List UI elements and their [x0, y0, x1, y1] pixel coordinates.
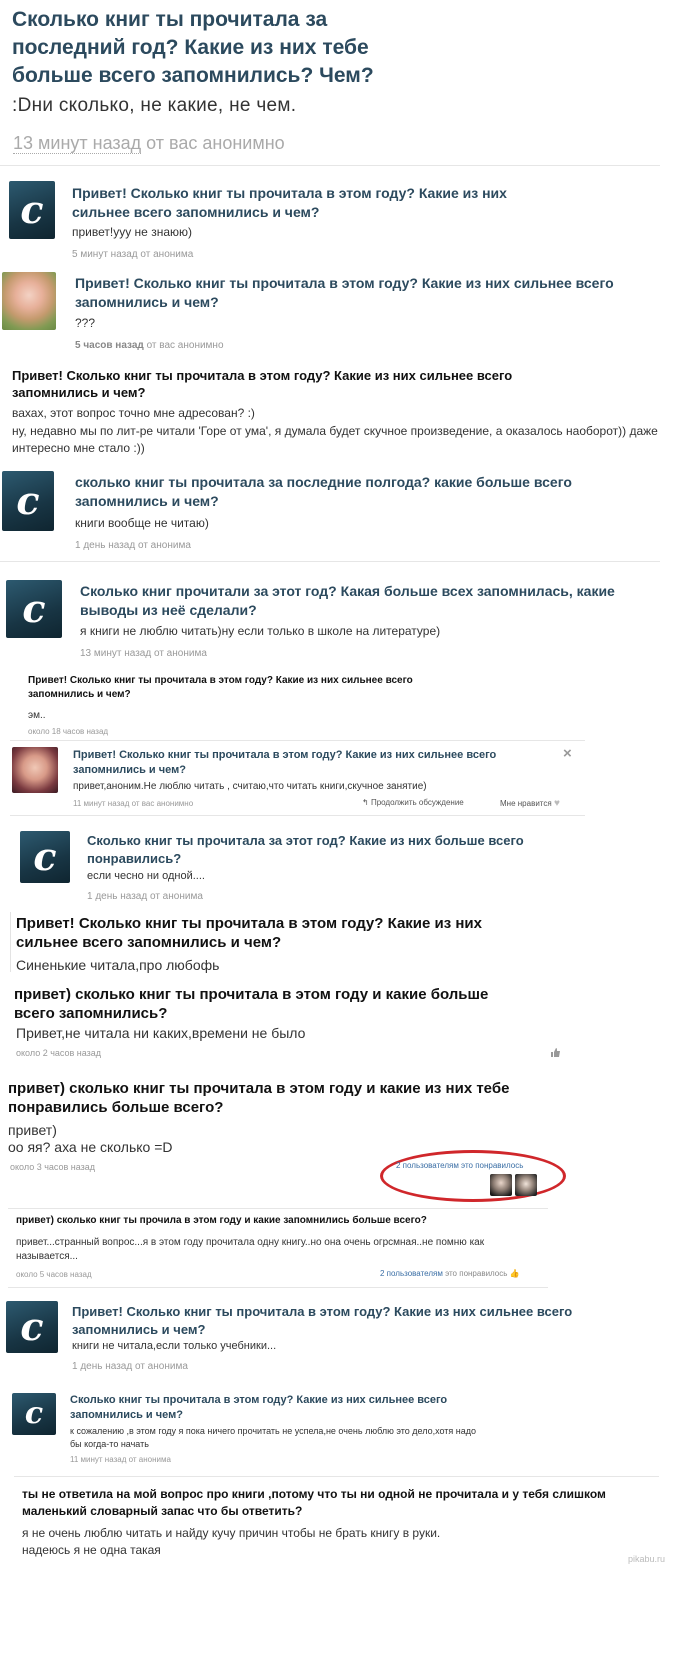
time-link-3[interactable]: 5 часов назад	[75, 340, 144, 351]
answer-16-line2: надеюсь я не одна такая	[22, 1543, 161, 1557]
like-label: Мне нравится	[500, 799, 552, 808]
answer-12-line2: оо яя? аха не сколько =D	[8, 1139, 173, 1155]
answer-1: :Dни сколько, не какие, не чем.	[12, 95, 297, 116]
answer-2: привет!ууу не знаюю)	[72, 225, 192, 239]
answer-15: к сожалению ,в этом году я пока ничего прочитать не успела,не очень люблю это дело,хотя надо бы когда-то начать	[70, 1426, 477, 1449]
from-label-6: от анонима	[153, 648, 207, 659]
watermark: pikabu.ru	[628, 1554, 666, 1564]
divider	[8, 1208, 548, 1209]
close-icon[interactable]: ×	[563, 745, 572, 762]
answer-10: Синенькие читала,про любофь	[16, 957, 220, 973]
heart-icon: ♥	[553, 798, 560, 809]
from-label-2: от анонима	[140, 249, 194, 260]
question-2: Привет! Сколько книг ты прочитала в этом году? Какие из них сильнее всего запомнились и чем?	[72, 185, 507, 220]
divider	[8, 1287, 548, 1288]
time-link-9[interactable]: 1 день назад	[87, 891, 148, 902]
divider	[10, 815, 585, 816]
from-label-5: от анонима	[137, 540, 191, 551]
question-1: Сколько книг ты прочитала за последний год? Какие из них тебе больше всего запомнились? Чем?	[12, 8, 374, 87]
likes-count-link[interactable]: 2 пользователям это понравилось	[396, 1161, 524, 1170]
time-link-11[interactable]: около 2 часов назад	[16, 1048, 102, 1058]
question-13: привет) сколько книг ты прочила в этом году и какие запомнились больше всего?	[16, 1215, 427, 1226]
meta-1	[13, 133, 285, 154]
like-button[interactable]	[500, 798, 560, 809]
divider	[14, 1476, 659, 1477]
letter-c-avatar[interactable]: c	[20, 831, 70, 883]
answer-14: книги не читала,если только учебники...	[72, 1340, 277, 1352]
from-label-9: от анонима	[149, 891, 203, 902]
user-photo[interactable]	[12, 747, 58, 793]
time-link-15[interactable]: 11 минут назад	[70, 1455, 127, 1464]
question-11: привет) сколько книг ты прочитала в этом году и какие больше всего запомнились?	[14, 986, 489, 1022]
answer-12-line1: привет)	[8, 1122, 57, 1138]
answer-7: эм..	[28, 710, 46, 721]
from-label-8: от вас анонимно	[131, 799, 194, 808]
answer-11: Привет,не читала ни каких,времени не было	[16, 1025, 306, 1041]
divider	[10, 740, 585, 741]
letter-c-avatar[interactable]: c	[12, 1393, 56, 1435]
user-photo[interactable]	[490, 1174, 512, 1196]
answer-3: ???	[75, 316, 96, 330]
left-border	[10, 912, 11, 972]
time-link-5[interactable]: 1 день назад	[75, 540, 136, 551]
question-6: Сколько книг прочитали за этот год? Какая больше всех запомнилась, какие выводы из неё сделали?	[80, 583, 615, 618]
question-3: Привет! Сколько книг ты прочитала в этом году? Какие из них сильнее всего запомнились и чем?	[75, 275, 614, 310]
from-label-1: от вас анонимно	[146, 133, 285, 153]
continue-label: Продолжить обсуждение	[370, 798, 464, 807]
question-10: Привет! Сколько книг ты прочитала в этом году? Какие из них сильнее всего запомнились и чем?	[16, 915, 482, 951]
divider	[0, 561, 660, 562]
meta-9	[87, 891, 203, 902]
time-link-8[interactable]: 11 минут назад	[73, 799, 130, 808]
meta-5	[75, 540, 191, 551]
question-15: Сколько книг ты прочитала в этом году? Какие из них сильнее всего запомнились и чем?	[70, 1394, 448, 1421]
time-link-13[interactable]: около 5 часов назад	[16, 1270, 92, 1279]
time-link-14[interactable]: 1 день назад	[72, 1361, 133, 1372]
meta-15	[70, 1455, 171, 1464]
meta-2	[72, 249, 193, 260]
from-label-14: от анонима	[134, 1361, 188, 1372]
time-link-6[interactable]: 13 минут назад	[80, 648, 152, 659]
time-link-7[interactable]: около 18 часов назад	[28, 727, 109, 736]
answer-5: книги вообще не читаю)	[75, 516, 209, 530]
from-label-3: от вас анонимно	[146, 340, 224, 351]
time-link-12[interactable]: около 3 часов назад	[10, 1162, 96, 1172]
time-link-1[interactable]: 13 минут назад	[13, 133, 142, 153]
letter-c-avatar[interactable]: c	[6, 1301, 58, 1353]
meta-8	[73, 799, 193, 808]
likes-count-link[interactable]: 2 пользователям	[380, 1269, 443, 1278]
answer-13: привет...странный вопрос...я в этом году прочитала одну книгу..но она очень огрсмная..не помню как называется...	[16, 1237, 485, 1262]
letter-c-avatar[interactable]: c	[9, 181, 55, 239]
answer-4-line1: вахах, этот вопрос точно мне адресован? :)	[12, 406, 255, 420]
question-9: Сколько книг ты прочитала за этот год? Какие из них больше всего понравились?	[87, 833, 524, 866]
likes-rest-label: это понравилось	[445, 1269, 508, 1278]
likes-line-13	[380, 1269, 520, 1278]
question-5: сколько книг ты прочитала за последние полгода? какие больше всего запомнились и чем?	[75, 474, 572, 509]
red-circle-highlight	[380, 1150, 566, 1202]
from-label-15: от анонима	[128, 1455, 171, 1464]
answer-6: я книги не люблю читать)ну если только в школе на литературе)	[80, 624, 441, 638]
meta-3	[75, 340, 224, 351]
continue-discussion-link[interactable]	[362, 798, 464, 807]
question-16: ты не ответила на мой вопрос про книги ,потому что ты ни одной не прочитала и у тебя слишком маленький словарный запас что бы ответить?	[22, 1487, 606, 1518]
time-link-2[interactable]: 5 минут назад	[72, 249, 138, 260]
like-thumb-icon[interactable]: 👍	[509, 1269, 520, 1278]
reply-icon: ↰	[362, 798, 369, 807]
meta-14	[72, 1361, 188, 1372]
question-8: Привет! Сколько книг ты прочитала в этом году? Какие из них сильнее всего запомнились и чем?	[73, 749, 497, 776]
answer-4-line2: ну, недавно мы по лит-ре читали 'Горе от ума', я думала будет скучное произведение, а оказалось наоборот)) даже интересно мне стало :))	[12, 424, 658, 455]
question-4: Привет! Сколько книг ты прочитала в этом году? Какие из них сильнее всего запомнились и чем?	[12, 368, 513, 400]
user-photo[interactable]	[515, 1174, 537, 1196]
answer-9: если чесно ни одной....	[87, 870, 205, 882]
divider	[0, 165, 660, 166]
question-7: Привет! Сколько книг ты прочитала в этом году? Какие из них сильнее всего запомнились и чем?	[28, 675, 413, 700]
meta-6	[80, 648, 207, 659]
letter-c-avatar[interactable]: c	[6, 580, 62, 638]
question-12: привет) сколько книг ты прочитала в этом году и какие из них тебе понравились больше всего?	[8, 1080, 510, 1116]
like-thumb-icon[interactable]	[550, 1045, 560, 1055]
answer-16-line1: я не очень люблю читать и найду кучу причин чтобы не брать книгу в руки.	[22, 1526, 441, 1540]
user-photo[interactable]	[2, 272, 56, 330]
question-14: Привет! Сколько книг ты прочитала в этом году? Какие из них сильнее всего запомнились и чем?	[72, 1304, 573, 1337]
letter-c-avatar[interactable]: c	[2, 471, 54, 531]
answer-8: привет,аноним.Не люблю читать , считаю,что читать книги,скучное занятие)	[73, 781, 427, 792]
